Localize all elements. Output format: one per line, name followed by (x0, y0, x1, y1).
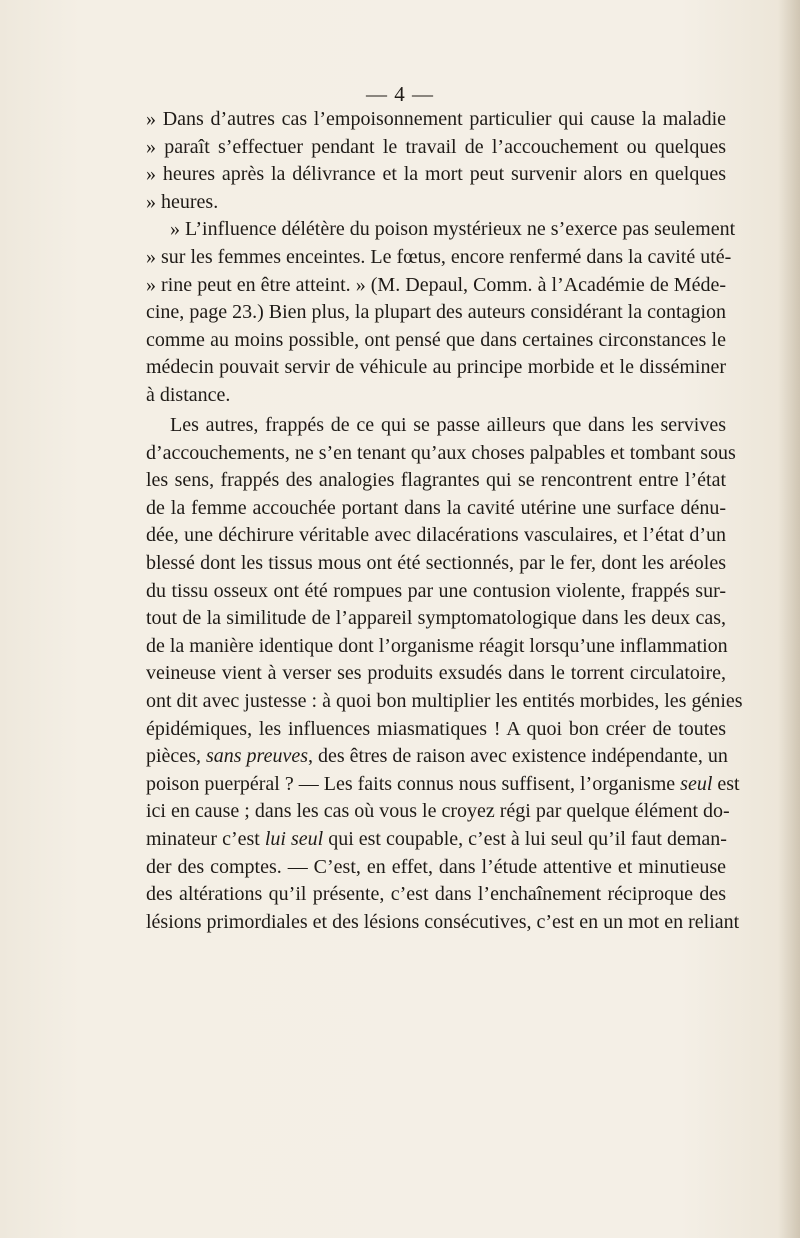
paragraph-main (146, 412, 743, 936)
text-line (146, 743, 726, 771)
text-line: lésions primordiales et des lésions consécutives, c’est en un mot en reliant (146, 910, 740, 933)
text-line: » L’influence délétère du poison mystérieux ne s’exerce pas seulement (170, 218, 736, 241)
text-segment: qui est coupable, c’est à lui seul qu’il faut deman- (323, 827, 727, 850)
text-segment: est (712, 772, 740, 795)
page-number: — 4 — (366, 82, 434, 106)
text-line: ont dit avec justesse : à quoi bon multiplier les entités morbides, les génies (146, 689, 743, 712)
italic-phrase: lui seul (264, 827, 324, 850)
text-line: Les autres, frappés de ce qui se passe ailleurs que dans les servives (170, 414, 726, 436)
text-line: épidémiques, les influences miasmatiques ! A quoi bon créer de toutes (146, 717, 726, 740)
text-segment: , des êtres de raison avec existence indépendante, un (308, 745, 728, 768)
text-line: médecin pouvait servir de véhicule au principe morbide et le disséminer (146, 356, 726, 379)
page-edge-shadow (778, 0, 800, 1238)
italic-phrase: seul (680, 772, 713, 795)
text-line: » heures après la délivrance et la mort peut survenir alors en quelques (146, 163, 726, 186)
paragraph-quote (146, 106, 736, 410)
text-line: de la femme accouchée portant dans la cavité utérine une surface dénu- (146, 496, 726, 519)
text-segment: minateur c’est (146, 827, 265, 850)
text-line: du tissu osseux ont été rompues par une contusion violente, frappés sur- (146, 579, 726, 602)
text-line: der des comptes. — C’est, en effet, dans l’étude attentive et minutieuse (146, 855, 726, 878)
text-line: » Dans d’autres cas l’empoisonnement particulier qui cause la maladie (146, 108, 726, 130)
text-line: » sur les femmes enceintes. Le fœtus, encore renfermé dans la cavité uté- (146, 245, 732, 268)
text-line: d’accouchements, ne s’en tenant qu’aux choses palpables et tombant sous (146, 441, 736, 464)
text-line: ici en cause ; dans les cas où vous le croyez régi par quelque élément do- (146, 800, 730, 823)
text-line (146, 826, 726, 854)
text-line: » rine peut en être atteint. » (M. Depaul, Comm. à l’Académie de Méde- (146, 273, 726, 296)
text-segment: poison puerpéral ? — Les faits connus nous suffisent, l’organisme (146, 772, 681, 795)
text-line: à distance. (146, 383, 231, 406)
text-line: dée, une déchirure véritable avec dilacérations vasculaires, et l’état d’un (146, 524, 726, 547)
text-line: comme au moins possible, ont pensé que dans certaines circonstances le (146, 328, 726, 351)
text-segment: pièces, (146, 745, 206, 768)
text-line: tout de la similitude de l’appareil symptomatologique dans les deux cas, (146, 607, 726, 630)
text-line: les sens, frappés des analogies flagrantes qui se rencontrent entre l’état (146, 469, 726, 492)
text-line: blessé dont les tissus mous ont été sectionnés, par le fer, dont les aréoles (146, 551, 726, 574)
text-line: » paraît s’effectuer pendant le travail de l’accouchement ou quelques (146, 135, 726, 158)
italic-phrase: sans preuves (205, 745, 309, 768)
text-line: de la manière identique dont l’organisme réagit lorsqu’une inflammation (146, 634, 728, 657)
text-line: cine, page 23.) Bien plus, la plupart des auteurs considérant la contagion (146, 301, 726, 324)
text-line: veineuse vient à verser ses produits exsudés dans le torrent circulatoire, (146, 662, 726, 685)
text-line: des altérations qu’il présente, c’est dans l’enchaînement réciproque des (146, 883, 726, 906)
text-line: » heures. (146, 190, 219, 213)
text-line (146, 771, 740, 799)
